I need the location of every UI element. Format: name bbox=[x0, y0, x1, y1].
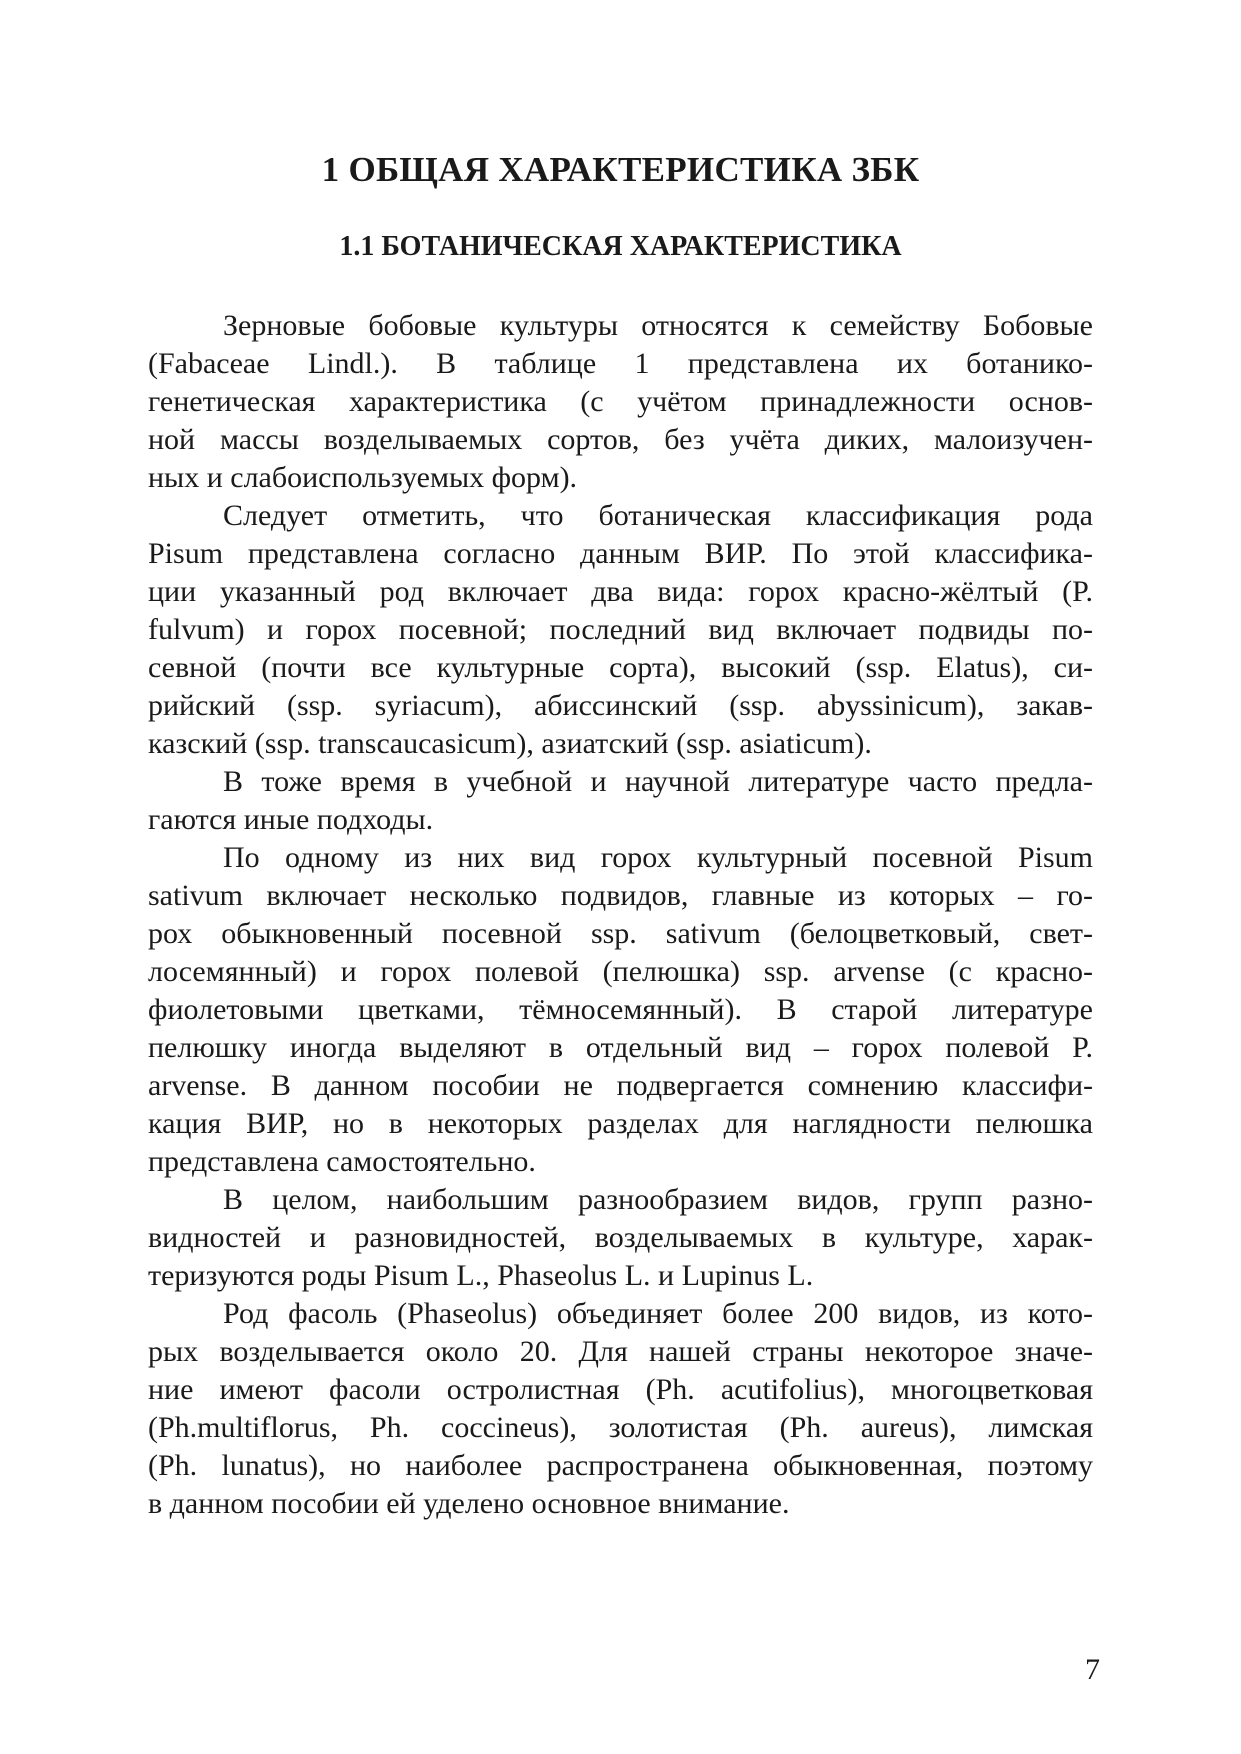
text-line: ных и слабоиспользуемых форм). bbox=[148, 461, 578, 494]
text-line: лосемянный) и горох полевой (пелюшка) ssp. arvense (с красно- bbox=[148, 955, 1093, 988]
text-line: рох обыкновенный посевной ssp. sativum (белоцветковый, свет- bbox=[148, 917, 1093, 950]
text-line: кация ВИР, но в некоторых разделах для наглядности пелюшка bbox=[148, 1107, 1093, 1140]
text-line: генетическая характеристика (с учётом принадлежности основ- bbox=[148, 385, 1093, 418]
text-line: ной массы возделываемых сортов, без учёта диких, малоизучен- bbox=[148, 423, 1093, 456]
text-line: В целом, наибольшим разнообразием видов, групп разно- bbox=[223, 1183, 1093, 1216]
text-line: ние имеют фасоли остролистная (Ph. acutifolius), многоцветковая bbox=[148, 1373, 1093, 1406]
text-line: в данном пособии ей уделено основное внимание. bbox=[148, 1487, 790, 1520]
body-text bbox=[148, 307, 1093, 1523]
text-line: (Ph. lunatus), но наиболее распространена обыкновенная, поэтому bbox=[148, 1449, 1093, 1482]
text-line: видностей и разновидностей, возделываемых в культуре, харак- bbox=[148, 1221, 1093, 1254]
text-line: рийский (ssp. syriacum), абиссинский (ssp. abyssinicum), закав- bbox=[148, 689, 1093, 722]
text-line: гаются иные подходы. bbox=[148, 803, 434, 836]
text-line: представлена самостоятельно. bbox=[148, 1145, 536, 1178]
section-title: 1.1 БОТАНИЧЕСКАЯ ХАРАКТЕРИСТИКА bbox=[339, 231, 902, 262]
text-line: Зерновые бобовые культуры относятся к семейству Бобовые bbox=[223, 309, 1093, 342]
text-line: Следует отметить, что ботаническая классификация рода bbox=[223, 499, 1093, 532]
text-line: рых возделывается около 20. Для нашей страны некоторое значе- bbox=[148, 1335, 1093, 1368]
text-line: sativum включает несколько подвидов, главные из которых – го- bbox=[148, 879, 1093, 912]
text-line: Род фасоль (Phaseolus) объединяет более 200 видов, из кото- bbox=[223, 1297, 1093, 1330]
text-line: По одному из них вид горох культурный посевной Pisum bbox=[223, 841, 1093, 874]
text-line: (Ph.multiflorus, Ph. coccineus), золотистая (Ph. aureus), лимская bbox=[148, 1411, 1093, 1444]
text-line: фиолетовыми цветками, тёмносемянный). В старой литературе bbox=[148, 993, 1093, 1026]
text-line: В тоже время в учебной и научной литературе часто предла- bbox=[223, 765, 1093, 798]
text-line: (Fabaceae Lindl.). В таблице 1 представлена их ботанико- bbox=[148, 347, 1093, 380]
text-line: fulvum) и горох посевной; последний вид включает подвиды по- bbox=[148, 613, 1093, 646]
text-line: arvense. В данном пособии не подвергается сомнению классифи- bbox=[148, 1069, 1093, 1102]
text-line: Pisum представлена согласно данным ВИР. По этой классифика- bbox=[148, 537, 1093, 570]
text-line: казский (ssp. transcaucasicum), азиатский (ssp. asiaticum). bbox=[148, 727, 872, 760]
text-line: ции указанный род включает два вида: горох красно-жёлтый (P. bbox=[148, 575, 1093, 608]
chapter-title: 1 ОБЩАЯ ХАРАКТЕРИСТИКА ЗБК bbox=[321, 150, 920, 189]
text-line: пелюшку иногда выделяют в отдельный вид – горох полевой P. bbox=[148, 1031, 1093, 1064]
text-line: севной (почти все культурные сорта), высокий (ssp. Elatus), си- bbox=[148, 651, 1093, 684]
page-number: 7 bbox=[1085, 1653, 1100, 1686]
text-line: теризуются роды Pisum L., Phaseolus L. и Lupinus L. bbox=[148, 1259, 814, 1292]
